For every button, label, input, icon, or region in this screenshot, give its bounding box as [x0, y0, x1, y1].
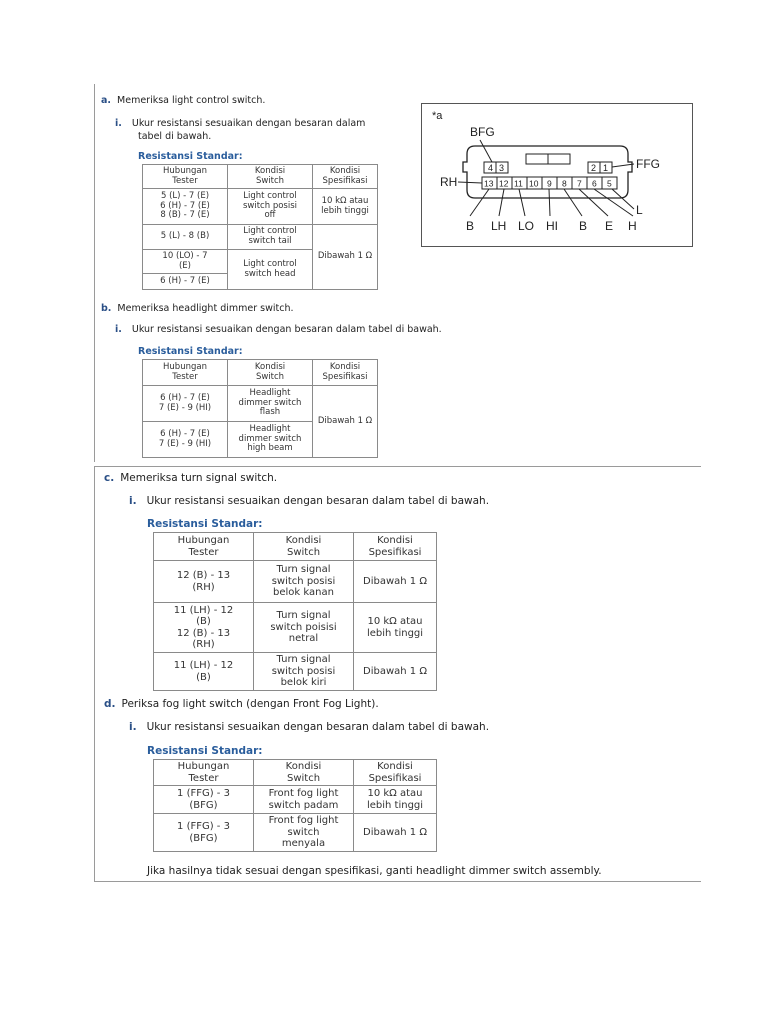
table-cell: 11 (LH) - 12 (B) 12 (B) - 13 (RH) [154, 603, 254, 653]
table-header: Hubungan Tester [143, 360, 228, 386]
table-cell: 10 kΩ atau lebih tinggi [354, 786, 437, 814]
table-header: Hubungan Tester [154, 760, 254, 786]
table-header: Kondisi Switch [228, 165, 313, 189]
label-b-left: B [466, 219, 475, 233]
table-cell: Dibawah 1 Ω [313, 225, 378, 290]
section-d-rs-title: Resistansi Standar: [147, 745, 263, 757]
table-row [154, 561, 437, 603]
pin-11: 11 [514, 178, 523, 189]
label-rh: RH [440, 175, 458, 189]
section-a-rs-title: Resistansi Standar: [138, 151, 243, 162]
table-header-row [154, 760, 437, 786]
table-cell: 10 (LO) - 7 (E) [143, 250, 228, 274]
section-a-sub-label: i. [115, 118, 122, 129]
section-c-rs-title: Resistansi Standar: [147, 518, 263, 530]
section-b-sub-label: i. [115, 324, 122, 335]
table-cell: Light control switch tail [228, 225, 313, 250]
table-cell: 1 (FFG) - 3 (BFG) [154, 786, 254, 814]
page-panel-2 [94, 466, 701, 882]
section-d-title: Periksa fog light switch (dengan Front Fog Light). [121, 698, 379, 710]
label-h: H [628, 219, 637, 233]
table-cell: 5 (L) - 7 (E) 6 (H) - 7 (E) 8 (B) - 7 (E) [143, 189, 228, 225]
table-header: Kondisi Spesifikasi [313, 360, 378, 386]
table-cell: 6 (H) - 7 (E) [143, 274, 228, 290]
pin-3: 3 [499, 163, 505, 173]
table-cell: 10 kΩ atau lebih tinggi [354, 603, 437, 653]
section-b-instruction [115, 324, 442, 335]
page-panel-1 [94, 84, 701, 462]
table-cell: 6 (H) - 7 (E) 7 (E) - 9 (HI) [143, 422, 228, 458]
section-d-label: d. [104, 698, 116, 710]
table-row [154, 603, 437, 653]
label-lh: LH [491, 219, 507, 233]
section-c-label: c. [104, 472, 115, 484]
table-cell: 11 (LH) - 12 (B) [154, 653, 254, 691]
table-header: Kondisi Switch [254, 760, 354, 786]
section-c-title: Memeriksa turn signal switch. [120, 472, 278, 484]
label-b-right: B [579, 219, 588, 233]
table-header: Kondisi Spesifikasi [313, 165, 378, 189]
section-a-table [142, 164, 378, 290]
section-b-title: Memeriksa headlight dimmer switch. [117, 303, 294, 314]
pin-7: 7 [577, 178, 582, 189]
table-cell: 6 (H) - 7 (E) 7 (E) - 9 (HI) [143, 386, 228, 422]
table-row [154, 653, 437, 691]
table-header: Kondisi Switch [254, 533, 354, 561]
section-a-heading [101, 95, 265, 106]
label-bfg: BFG [470, 125, 495, 139]
table-cell: 10 kΩ atau lebih tinggi [313, 189, 378, 225]
section-b-heading [101, 303, 294, 314]
pin-9: 9 [547, 178, 552, 189]
section-c-sub-label: i. [129, 495, 137, 507]
table-cell: 1 (FFG) - 3 (BFG) [154, 814, 254, 852]
section-d-sub-line: Ukur resistansi sesuaikan dengan besaran dalam tabel di bawah. [146, 721, 490, 733]
table-cell: 5 (L) - 8 (B) [143, 225, 228, 250]
table-cell: Light control switch head [228, 250, 313, 290]
section-c-sub-line: Ukur resistansi sesuaikan dengan besaran dalam tabel di bawah. [146, 495, 490, 507]
label-l: L [636, 203, 643, 217]
table-header: Kondisi Spesifikasi [354, 760, 437, 786]
table-row [143, 189, 378, 225]
table-cell: 12 (B) - 13 (RH) [154, 561, 254, 603]
label-ffg: FFG [636, 157, 660, 171]
pin-2: 2 [591, 163, 597, 173]
pin-1: 1 [603, 163, 609, 173]
section-a-sub-line1: Ukur resistansi sesuaikan dengan besaran dalam [131, 118, 366, 129]
pin-6: 6 [592, 178, 597, 189]
section-b-table [142, 359, 378, 458]
section-b-sub-line: Ukur resistansi sesuaikan dengan besaran dalam tabel di bawah. [131, 324, 442, 335]
table-row [143, 225, 378, 250]
section-d-heading [104, 698, 379, 710]
pin-5: 5 [607, 178, 612, 189]
section-a-title: Memeriksa light control switch. [117, 95, 266, 106]
table-header: Hubungan Tester [154, 533, 254, 561]
table-row [154, 814, 437, 852]
section-d-instruction [129, 721, 489, 733]
section-b-label: b. [101, 303, 112, 314]
table-cell: Headlight dimmer switch high beam [228, 422, 313, 458]
footer-note: Jika hasilnya tidak sesuai dengan spesifikasi, ganti headlight dimmer switch assembly. [147, 865, 602, 877]
table-cell: Dibawah 1 Ω [354, 814, 437, 852]
table-cell: Turn signal switch posisi belok kiri [254, 653, 354, 691]
section-a-sub-line2: tabel di bawah. [138, 131, 212, 142]
section-c-instruction [129, 495, 489, 507]
table-cell: Dibawah 1 Ω [313, 386, 378, 458]
table-cell: Front fog light switch menyala [254, 814, 354, 852]
table-header: Kondisi Switch [228, 360, 313, 386]
section-b-rs-title: Resistansi Standar: [138, 346, 243, 357]
table-header-row [143, 165, 378, 189]
section-a-instruction [115, 118, 365, 129]
section-d-sub-label: i. [129, 721, 137, 733]
table-cell: Dibawah 1 Ω [354, 561, 437, 603]
section-a-label: a. [101, 95, 112, 106]
label-e: E [605, 219, 614, 233]
pin-4: 4 [488, 163, 494, 173]
table-header-row [143, 360, 378, 386]
table-cell: Turn signal switch posisi belok kanan [254, 561, 354, 603]
pin-13: 13 [484, 178, 494, 189]
table-header: Hubungan Tester [143, 165, 228, 189]
label-lo: LO [518, 219, 535, 233]
label-hi: HI [546, 219, 558, 233]
table-cell: Light control switch posisi off [228, 189, 313, 225]
pin-12: 12 [499, 178, 509, 189]
diagram-ref-label: *a [432, 110, 443, 122]
table-cell: Headlight dimmer switch flash [228, 386, 313, 422]
connector-diagram [421, 103, 693, 247]
section-c-heading [104, 472, 277, 484]
table-row [143, 386, 378, 422]
section-c-table [153, 532, 437, 691]
table-header: Kondisi Spesifikasi [354, 533, 437, 561]
pin-10: 10 [529, 178, 539, 189]
table-cell: Front fog light switch padam [254, 786, 354, 814]
table-cell: Turn signal switch poisisi netral [254, 603, 354, 653]
table-cell: Dibawah 1 Ω [354, 653, 437, 691]
table-header-row [154, 533, 437, 561]
section-d-table [153, 759, 437, 852]
pin-8: 8 [562, 178, 567, 189]
table-row [154, 786, 437, 814]
